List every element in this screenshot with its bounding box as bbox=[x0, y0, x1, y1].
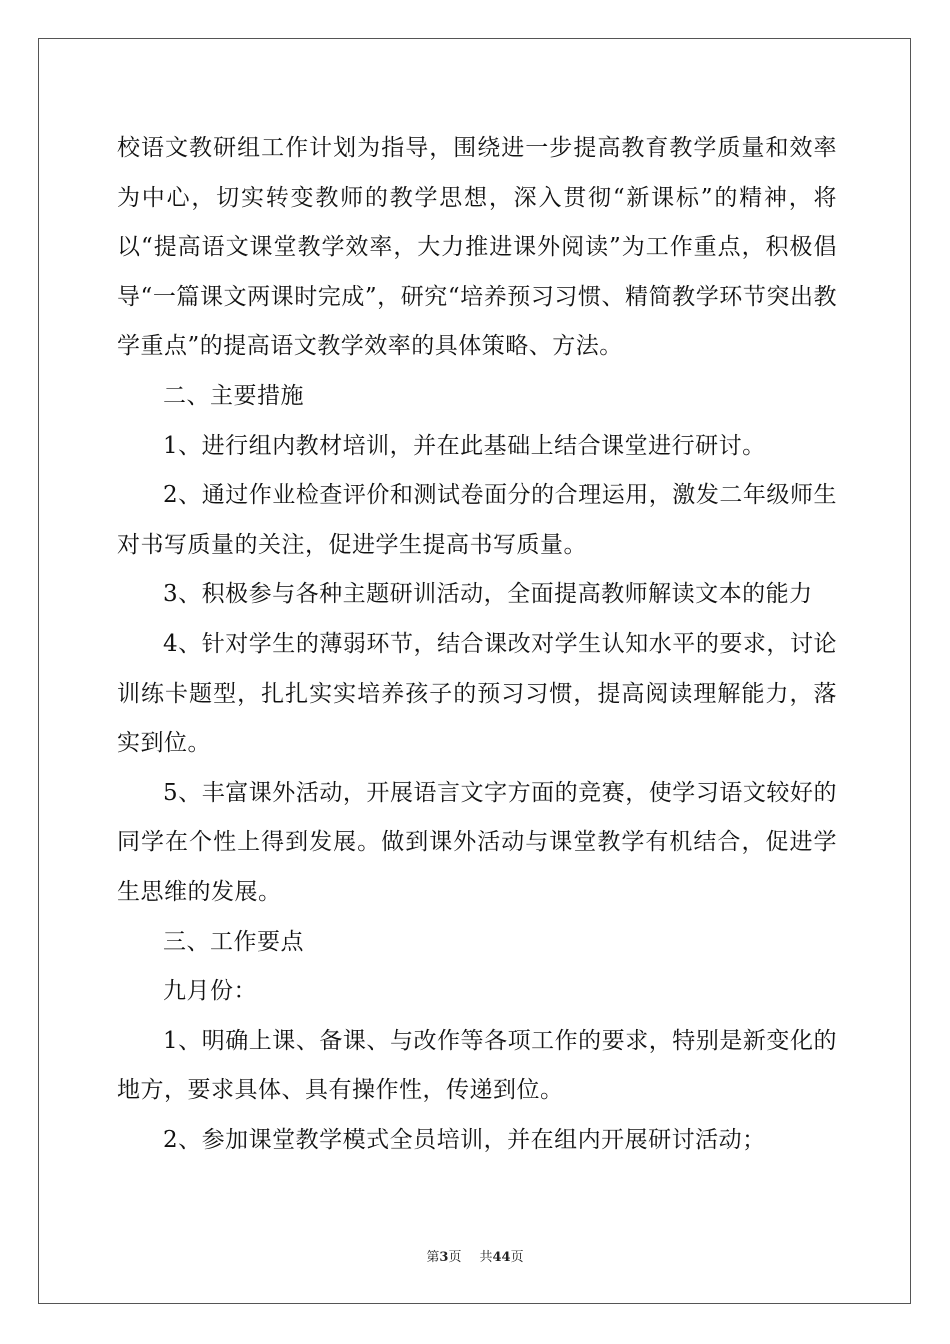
total-pages: 44 bbox=[492, 1250, 511, 1265]
page-suffix: 页 bbox=[448, 1250, 462, 1265]
paragraph: 1、进行组内教材培训，并在此基础上结合课堂进行研讨。 bbox=[163, 432, 766, 459]
month-heading: 九月份： bbox=[163, 978, 257, 1005]
section-heading-work-points: 三、工作要点 bbox=[163, 928, 304, 955]
page-prefix: 第 bbox=[426, 1250, 440, 1265]
paragraph: 3、积极参与各种主题研训活动，全面提高教师解读文本的能力 bbox=[163, 581, 813, 608]
paragraph: 2、通过作业检查评价和测试卷面分的合理运用，激发二年级师生对书写质量的关注，促进学生提高书写质量。 bbox=[117, 482, 837, 558]
page-footer bbox=[0, 1246, 950, 1265]
total-suffix: 页 bbox=[510, 1250, 524, 1265]
paragraph: 2、参加课堂教学模式全员培训，并在组内开展研讨活动； bbox=[163, 1126, 766, 1153]
paragraph: 1、明确上课、备课、与改作等各项工作的要求，特别是新变化的地方，要求具体、具有操作性，传递到位。 bbox=[117, 1027, 837, 1104]
paragraph: 校语文教研组工作计划为指导，围绕进一步提高教育教学质量和效率为中心，切实转变教师的教学思想，深入贯彻“新课标”的精神，将以“提高语文课堂教学效率，大力推进课外阅读”为工作重点，积极倡导“一篇课文两课时完成”，研究“培养预习习惯、精简教学环节突出教学重点”的提高语文教学效率的具体策略、方法。 bbox=[117, 135, 837, 360]
document-body bbox=[117, 124, 837, 1165]
total-prefix: 共 bbox=[479, 1250, 493, 1265]
section-heading-main-measures: 二、主要措施 bbox=[163, 382, 304, 409]
paragraph: 5、丰富课外活动，开展语言文字方面的竞赛，使学习语文较好的同学在个性上得到发展。做到课外活动与课堂教学有机结合，促进学生思维的发展。 bbox=[117, 779, 837, 905]
paragraph: 4、针对学生的薄弱环节，结合课改对学生认知水平的要求，讨论训练卡题型，扎扎实实培养孩子的预习习惯，提高阅读理解能力，落实到位。 bbox=[117, 630, 837, 757]
page-number: 3 bbox=[439, 1250, 449, 1265]
